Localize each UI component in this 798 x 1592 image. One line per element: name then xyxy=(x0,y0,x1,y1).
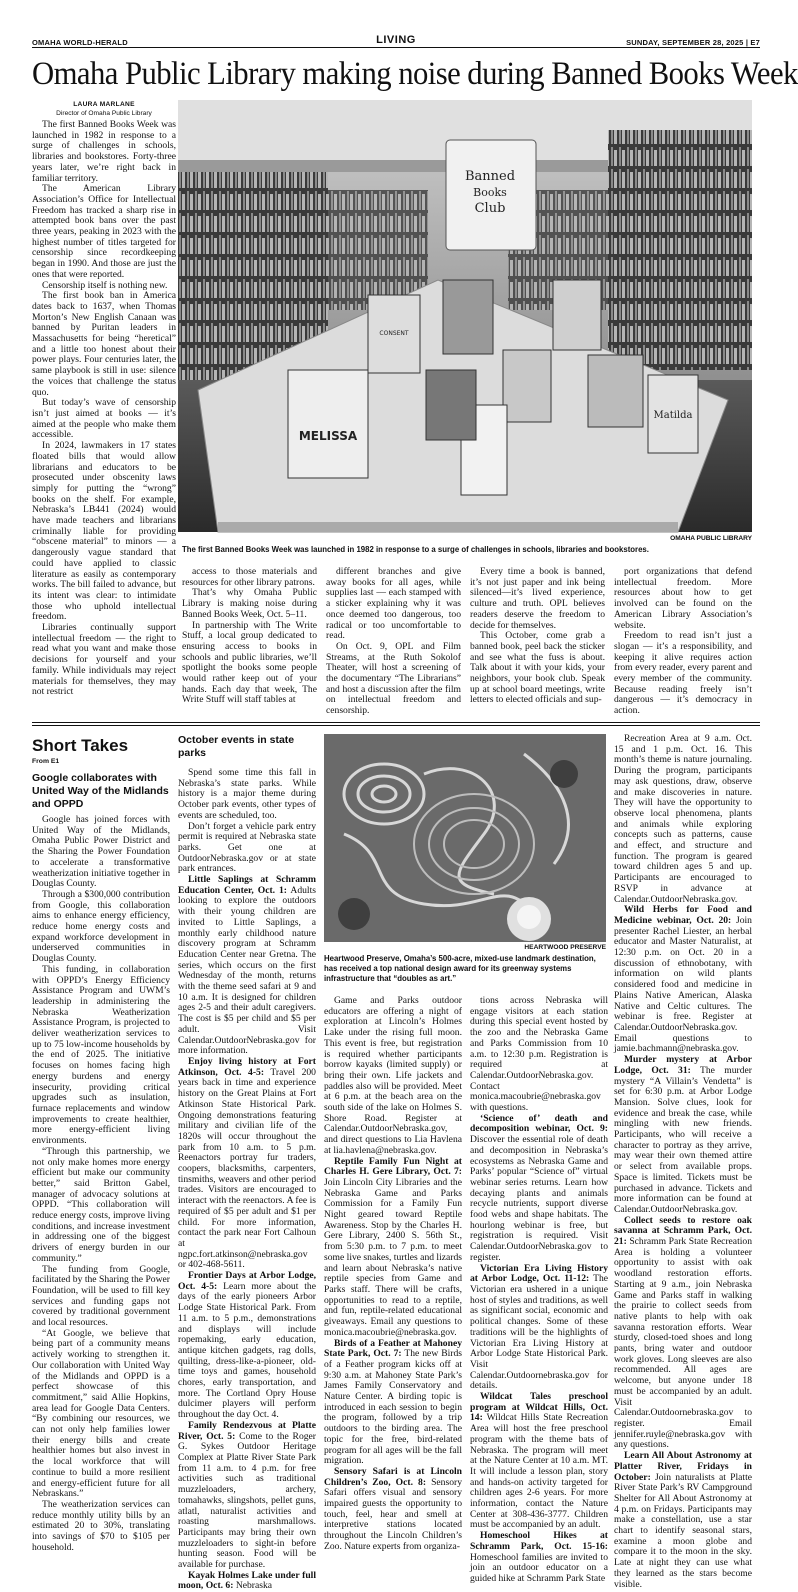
heartwood-photo xyxy=(324,734,606,942)
paragraph: The funding from Google, facilitated by the Sharing the Power Foundation, will be used to fill key services and funding gaps not covered by traditional government and local resources. xyxy=(32,1263,170,1329)
photo-credit: OMAHA PUBLIC LIBRARY xyxy=(670,535,752,542)
paragraph: different branches and give away books for all ages, while supplies last — each stamped with a sticker explaining why it was once deemed too dangerous, too radical or too uncomfortable to read. xyxy=(326,566,461,642)
paragraph: tions across Nebraska will engage visitors at each station during this special event hosted by the zoo and the Nebraska Game and Parks Commission from 10 a.m. to 12:30 p.m. Registration is required at Calendar.OutdoorNebraska.gov. Contact monica.macoubrie@nebraska.gov with questions. xyxy=(470,995,608,1114)
article-column-2 xyxy=(182,567,317,719)
paragraph: That’s why Omaha Public Library is making noise during Banned Books Week, Oct. 5–11. xyxy=(182,587,317,620)
parks-column-3 xyxy=(470,995,608,1584)
svg-text:Matilda: Matilda xyxy=(653,410,693,421)
byline xyxy=(32,100,176,118)
paragraph: Little Saplings at Schramm Education Center, Oct. 1: Adults looking to explore the outdoors with their young children are invited to Little Saplings, a monthly early childhood nature discovery program at Schramm Education Center near Gretna. The series, which occurs on the first Wednesday of the month, returns with the theme seed safari at 9 and 10 a.m. It is designed for children ages 2-5 and their adult caregivers. The cost is $5 per child and $5 per adult. Visit Calendar.OutdoorNebraska.gov for more information. xyxy=(178,874,316,1057)
parks-column-1 xyxy=(178,734,317,1592)
parks-column-2 xyxy=(324,996,462,1562)
paragraph: Sensory Safari is at Lincoln Children’s Zoo, Oct. 8: Sensory Safari offers visual and sensory impaired guests the opportunity to touch, feel, hear and smell at interpretive stations located throughout the Lincoln Children’s Zoo. Nature experts from organiza- xyxy=(324,1465,462,1552)
paragraph: Kayak Holmes Lake under full moon, Oct. 6: Nebraska xyxy=(178,1569,316,1592)
paragraph: In 2024, lawmakers in 17 states floated bills that would allow librarians and educators to be prosecuted under obscenity laws simply for putting the “wrong” books on the shelf. For example, Nebraska’s LB441 (2024) would have made teachers and librarians criminally liable for providing “obscene material” to minors — a dangerously vague standard that could have applied to classic literature as easily as contemporary works. The bill failed to advance, but its intent was clear: to intimidate those who uphold intellectual freedom. xyxy=(32,440,176,623)
parks-body-3 xyxy=(470,996,608,1585)
paragraph: Spend some time this fall in Nebraska’s state parks. While history is a major theme during October park events, other types of events are scheduled, too. xyxy=(178,767,316,821)
paragraph: Family Rendezvous at Platte River, Oct. 5: Come to the Roger G. Sykes Outdoor Heritage Complex at Platte River State Park from 11 a.m. to 4 p.m. for free activities such as traditional muzzleloaders, archery, tomahawks, slingshots, pellet guns, atlatl, naturalist activities and roasting marshmallows. Participants may bring their own muzzleloaders to sight-in before hunting season. Food will be available for purchase. xyxy=(178,1419,317,1571)
paragraph: Frontier Days at Arbor Lodge, Oct. 4-5: Learn more about the days of the early pioneers Arbor Lodge State Historical Park. From 11 a.m. to 5 p.m., demonstrations and displays will include ropemaking, early education, antique kitchen gadgets, rag dolls, quilting, dress-like-a-pioneer, old-time toys and games, household chores, early transportation, and more. The Cortland Opry House dulcimer players will perform throughout the day Oct. 4. xyxy=(178,1270,316,1421)
paragraph: Google has joined forces with United Way of the Midlands, Omaha Public Power District and the Sharing the Power Foundation to accelerate a transformative weatherization initiative together in Douglas County. xyxy=(32,814,170,890)
event-title: ‘Science of’ death and decomposition webinar, Oct. 9: xyxy=(470,1112,608,1135)
google-story xyxy=(32,772,170,1562)
library-photo xyxy=(178,100,752,532)
article-column-1 xyxy=(32,120,176,720)
paragraph: Collect seeds to restore oak savanna at Schramm Park, Oct. 21: Schramm Park State Recreation Area is holding a volunteer opportunity to assist with oak woodland restoration efforts. Starting at 9 a.m., join Nebraska Game and Parks staff in walking the prairie to collect seeds from native plants to help with oak savanna restoration efforts. Wear sturdy, closed-toed shoes and long pants, bring water and outdoor work gloves. Long sleeves are also recommended. All ages are welcome, but anyone under 18 must be accompanied by an adult. Visit Calendar.Outdoornebraska.gov to register. Email jennifer.ruyle@nebraska.gov with any questions. xyxy=(614,1214,752,1451)
paragraph: Wild Herbs for Food and Medicine webinar, Oct. 20: Join presenter Rachel Liester, an herbal educator and Master Naturalist, at 12:30 p.m. on Oct. 20 in a discussion of ethnobotany, with information on wild plants considered food and medicine in Plains Native American, Alaska Native and Celtic cultures. The webinar is free. Register at Calendar.OutdoorNebraska.gov. Email questions to jamie.bachmann@nebraska.gov. xyxy=(614,904,752,1055)
svg-text:CONSENT: CONSENT xyxy=(379,330,409,337)
paragraph: ‘Science of’ death and decomposition webinar, Oct. 9: Discover the essential role of death and decomposition in Nebraska’s ecosystems as Nebraska Game and Parks’ popular “Science of” virtual webinar series returns. Learn how decaying plants and animals recycle nutrients, support diverse food webs and shape habitats. The hourlong webinar is free, but registration is required. Visit Calendar.OutdoorNebraska.gov to register. xyxy=(470,1112,608,1263)
event-title: Enjoy living history at Fort Atkinson, Oct. 4-5: xyxy=(178,1055,316,1078)
paragraph: The first Banned Books Week was launched in 1982 in response to a surge of challenges in schools, libraries and bookstores. Forty-three years later, we’re right back in familiar territory. xyxy=(32,119,176,184)
paragraph: Victorian Era Living History at Arbor Lodge, Oct. 11-12: The Victorian era ushered in a unique host of styles and traditions, as well as significant social, economic and political changes. Some of these traditions will be the highlights of Victorian Era Living History at Arbor Lodge State Historical Park. Visit Calendar.Outdoornebraska.gov for details. xyxy=(470,1262,608,1392)
event-title: Frontier Days at Arbor Lodge, Oct. 4-5: xyxy=(178,1270,316,1292)
event-title: Collect seeds to restore oak savanna at Schramm Park, Oct. 21: xyxy=(614,1214,752,1248)
paragraph: Freedom to read isn’t just a slogan — it’s a responsibility, and keeping it alive requires action from every reader, every parent and every member of the community. Because reading freely isn’t dangerous — it’s democracy in action. xyxy=(614,630,752,717)
parks-column-4 xyxy=(614,733,753,1590)
photo-caption: The first Banned Books Week was launched in 1982 in response to a surge of challenges in schools, libraries and bookstores. xyxy=(182,545,649,554)
paragraph: This October, come grab a banned book, peel back the sticker and see what the fuss is about. Talk about it with your kids, your neighbors, your book club. Speak up at school board meetings, write letters to elected officials and sup- xyxy=(470,630,605,706)
paragraph: “Through this partnership, we not only make homes more energy efficient but make our community better,” said Britton Gabel, manager of advocacy solutions at OPPD. “This collaboration will reduce energy costs, improve living conditions, and increase investment in addressing one of the biggest drivers of energy burden in our community.” xyxy=(32,1145,170,1264)
paragraph: But today’s wave of censorship isn’t just aimed at books — it’s aimed at the people who make them accessible. xyxy=(32,397,176,441)
paragraph: The weatherization services can reduce monthly utility bills by an estimated 20 to 30%, translating into savings of $70 to $105 per household. xyxy=(32,1499,170,1553)
article-headline: Omaha Public Library making noise during Banned Books Week xyxy=(32,56,798,92)
paragraph: On Oct. 9, OPL and Film Streams, at the Ruth Sokolof Theater, will host a screening of the documentary “The Librarians” and host a discussion after the film on intellectual freedom and censorship. xyxy=(326,640,461,717)
paragraph: Birds of a Feather at Mahoney State Park, Oct. 7: The new Birds of a Feather program kicks off at 9:30 a.m. at Mahoney State Park’s James Family Conservatory and Nature Center. A birding topic is introduced in each session to begin the program, followed by a trip outdoors to the birding area. The topic for the free, bird-related program for all ages will be the fall migration. xyxy=(324,1337,462,1467)
paragraph: Murder mystery at Arbor Lodge, Oct. 31: The murder mystery “A Villain’s Vendetta” is set for 6:30 p.m. at Arbor Lodge Mansion. Solve clues, look for evidence and break the case, while mingling with new friends. Participants, who will receive a character to portray as they arrive, may wear their own themed attire or select from available props. Space is limited. Tickets must be purchased in advance. Tickets and more information can be found at Calendar.OutdoorNebraska.gov. xyxy=(614,1054,753,1215)
google-headline: Google collaborates with United Way of the Midlands and OPPD xyxy=(32,772,169,810)
page-date: SUNDAY, SEPTEMBER 28, 2025 | E7 xyxy=(626,38,760,47)
article-column-4 xyxy=(470,567,605,719)
author-title: Director of Omaha Public Library xyxy=(56,110,152,117)
svg-text:MELISSA: MELISSA xyxy=(298,429,358,443)
heartwood-aerial-illustration xyxy=(324,734,606,942)
section-name: LIVING xyxy=(376,34,416,46)
heartwood-photo-caption: Heartwood Preserve, Omaha’s 500-acre, mixed-use landmark destination, has received a top national design award for its greenway systems infrastructure that “doubles as art.” xyxy=(324,954,596,983)
parks-body-4 xyxy=(614,734,752,1590)
paragraph: Every time a book is banned, it’s not just paper and ink being silenced—it’s lived experience, culture and truth. OPL believes readers deserve the freedom to decide for themselves. xyxy=(470,566,605,631)
paragraph: Libraries continually support intellectual freedom — the right to read what you want and make those decisions for yourself and your family. While individuals may reject materials for themselves, they may not restrict xyxy=(32,622,176,698)
library-photo-illustration xyxy=(178,100,752,532)
google-body xyxy=(32,815,170,1554)
paragraph: access to those materials and resources for other library patrons. xyxy=(182,566,317,588)
event-title: Wild Herbs for Food and Medicine webinar, Oct. 20: xyxy=(614,904,752,926)
event-title: Reptile Family Fun Night at Charles H. Gere Library, Oct. 7: xyxy=(324,1155,462,1178)
parks-body-2 xyxy=(324,996,462,1553)
event-title: Victorian Era Living History at Arbor Lodge, Oct. 11-12: xyxy=(470,1262,608,1285)
section-divider xyxy=(32,722,760,726)
paragraph: Censorship itself is nothing new. xyxy=(42,279,168,291)
article-column-3 xyxy=(326,567,461,719)
parks-headline: October events in state parks xyxy=(178,734,295,759)
event-title: Learn All About Astronomy at Platter River, Fridays in October: xyxy=(614,1450,752,1483)
event-title: Sensory Safari is at Lincoln Children’s Zoo, Oct. 8: xyxy=(324,1465,462,1488)
sign-banned-books-club: Banned xyxy=(464,169,516,184)
event-title: Family Rendezvous at Platte River, Oct. 5: xyxy=(178,1419,316,1442)
header-rule xyxy=(32,47,760,48)
paragraph: Wildcat Tales preschool program at Wildcat Hills, Oct. 14: Wildcat Hills State Recreation Area will host the free preschool program with the theme bats of Nebraska. The program will meet at the Nature Center at 10 a.m. MT. It will include a lesson plan, story and hands-on activity targeted for children ages 2-6 years. For more information, contact the Nature Center at 308-436-3777. Children must be accompanied by an adult. xyxy=(470,1391,608,1531)
short-takes-from: From E1 xyxy=(32,758,60,765)
paragraph: The first book ban in America dates back to 1637, when Thomas Morton’s New English Canaan was banned by Puritan leaders in Massachusetts for being “heretical” and a little too honest about their power plays. Four centuries later, the same playbook is still in use: silence the voices that challenge the status quo. xyxy=(32,290,176,398)
paragraph: Through a $300,000 contribution from Google, this collaboration aims to enhance energy efficiency, reduce home energy costs and expand workforce development in underserved communities in Douglas County. xyxy=(32,888,170,965)
event-title: Wildcat Tales preschool program at Wildcat Hills, Oct. 14: xyxy=(470,1391,608,1424)
paragraph: In partnership with The Write Stuff, a local group dedicated to ensuring access to books in schools and public libraries, we’ll spotlight the books some people would rather keep out of your hands. Each day that week, The Write Stuff will staff tables at xyxy=(182,619,317,706)
paragraph: port organizations that defend intellectual freedom. More resources about how to get involved can be found on the American Library Association’s website. xyxy=(614,566,752,631)
paragraph: Don’t forget a vehicle park entry permit is required at Nebraska state parks. Get one at OutdoorNebraska.gov or at state park entrances. xyxy=(178,820,316,875)
paragraph: The American Library Association’s Office for Intellectual Freedom has tracked a sharp rise in attempted book bans over the past three years, peaking in 2023 with the highest number of titles targeted for censorship since recordkeeping began in 1990. And those are just the ones that were reported. xyxy=(32,183,176,280)
paragraph: Learn All About Astronomy at Platter River, Fridays in October: Join naturalists at Platte River State Park’s RV Campground Shelter for All About Astronomy at 4 p.m. on Fridays. Participants may make a constellation, use a star chart to identify seasonal stars, examine a moon globe and compare it to the moon in the sky. Late at night they can use what they learned as the stars become visible. xyxy=(614,1450,752,1590)
event-title: Murder mystery at Arbor Lodge, Oct. 31: xyxy=(614,1054,752,1076)
paragraph: “At Google, we believe that being part of a community means actively working to strengthen it. Our collaboration with United Way of the Midlands and OPPD is a perfect showcase of this commitment,” said Allie Hopkins, area lead for Google Data Centers. “By combining our resources, we can not only help families lower their energy bills and create healthier homes but also invest in the local workforce that will continue to build a more resilient and energy-efficient future for all Nebraskans.” xyxy=(32,1327,170,1500)
paragraph: Reptile Family Fun Night at Charles H. Gere Library, Oct. 7: Join Lincoln City Libraries and the Nebraska Game and Parks Commission for a Family Fun Night geared toward Reptile Awareness. Stop by the Charles H. Gere Library, 2400 S. 56th St., from 5:30 p.m. to 7 p.m. to meet some live snakes, turtles and lizards and learn about Nebraska’s native reptile species from Game and Parks staff. There will be crafts, opportunities to read to a reptile, and fun, reptile-related educational giveaways. Email any questions to monica.macoubrie@nebraska.gov. xyxy=(324,1155,463,1338)
paragraph: Recreation Area at 9 a.m. Oct. 15 and 1 p.m. Oct. 16. This month’s theme is nature journaling. During the program, participants may ask questions, draw, observe and make discoveries in nature. They will have the opportunity to observe local phenomena, plants and animals while exploring concepts such as patterns, cause and effect, and structure and function. The program is geared toward children ages 5 and up. Participants are encouraged to RSVP in advance at Calendar.OutdoorNebraska.gov. xyxy=(614,733,752,905)
short-takes-title: Short Takes xyxy=(32,736,129,755)
publication-name: OMAHA WORLD-HERALD xyxy=(32,38,128,47)
event-title: Birds of a Feather at Mahoney State Park, Oct. 7: xyxy=(324,1337,462,1360)
paragraph: This funding, in collaboration with OPPD’s Energy Efficiency Assistance Program and UWM’s leadership in administering the Nebraska Weatherization Assistance Program, is projected to deliver weatherization services to up to 75 low-income households by the end of 2025. The initiative focuses on homes facing high energy burdens and energy insecurity, providing critical upgrades such as insulation, furnace replacements and window improvements to create healthier, more energy-efficient living environments. xyxy=(32,963,170,1147)
paragraph: Enjoy living history at Fort Atkinson, Oct. 4-5: Travel 200 years back in time and experience history on the Great Plains at Fort Atkinson State Historical Park. Ongoing demonstrations featuring military and civilian life of the 1820s will occur throughout the park from 10 a.m. to 5 p.m. Reenactors portray fur traders, coopers, blacksmiths, carpenters, tinsmiths, weavers and other period trades. Visitors are encouraged to interact with the reenactors. A fee is required of $5 per adult and $1 per child. For more information, contact the park near Fort Calhoun at ngpc.fort.atkinson@nebraska.gov or 402-468-5611. xyxy=(178,1055,316,1271)
paragraph: Game and Parks outdoor educators are offering a night of exploration at Lincoln’s Holmes Lake under the rising full moon. This event is free, but registration is required whether participants borrow kayaks (limited supply) or bring their own. Life jackets and paddles also will be provided. Meet at 6 p.m. at the beach area on the south side of the lake on Holmes S. Shore Road. Register at Calendar.OutdoorNebraska.gov, and direct questions to Lia Havlena at lia.havlena@nebraska.gov. xyxy=(324,995,462,1156)
page-header xyxy=(32,8,760,48)
article-column-5 xyxy=(614,567,752,719)
author-name: LAURA MARLANE xyxy=(73,101,135,108)
event-title: Homeschool Hikes at Schramm Park, Oct. 15-16: xyxy=(470,1530,608,1552)
svg-text:Club: Club xyxy=(474,201,506,216)
parks-body-1 xyxy=(178,768,316,1592)
event-title: Little Saplings at Schramm Education Center, Oct. 1: xyxy=(178,874,316,896)
event-title: Kayak Holmes Lake under full moon, Oct. 6: xyxy=(178,1569,316,1592)
svg-text:Books: Books xyxy=(473,186,507,199)
heartwood-photo-credit: HEARTWOOD PRESERVE xyxy=(524,944,606,951)
paragraph: Homeschool Hikes at Schramm Park, Oct. 15-16: Homeschool families are invited to join an outdoor educator on a guided hike at Schramm Park State xyxy=(470,1530,608,1584)
